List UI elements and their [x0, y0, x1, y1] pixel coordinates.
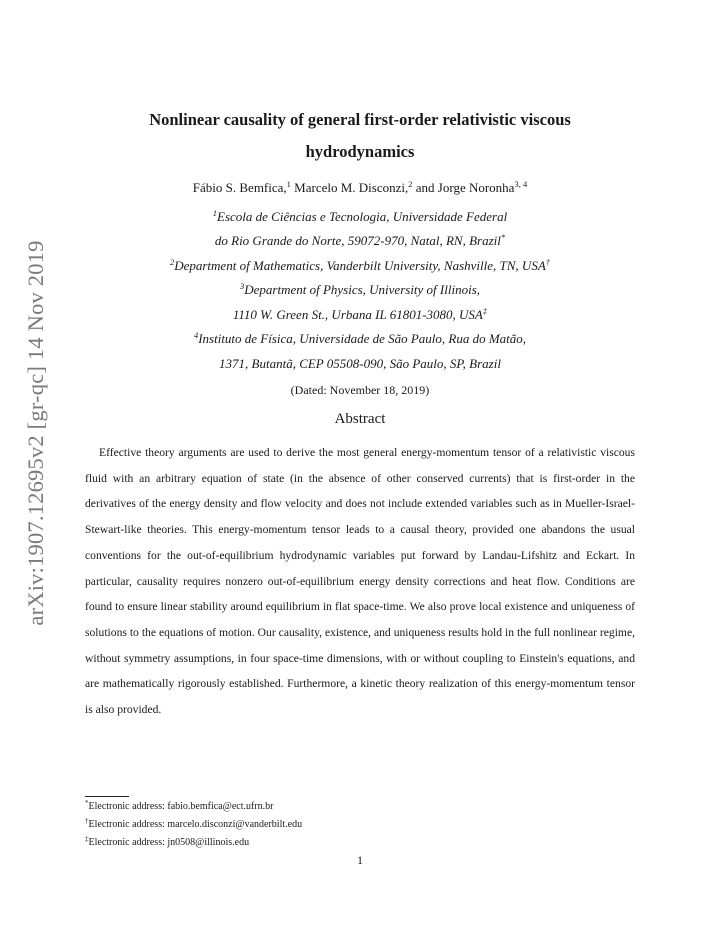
author-name: and Jorge Noronha [415, 180, 515, 195]
author-list [90, 180, 630, 196]
affiliation-line: $^4$Instituto de Física, Universidade de São Paulo, Rua do Matão, [193, 330, 527, 346]
affiliation-line: 1371, Butantã, CEP 05508-090, São Paulo, SP, Brazil [219, 356, 501, 371]
page-number: 1 [357, 853, 363, 867]
affiliation-line: $^1$Escola de Ciências e Tecnologia, Universidade Federal [212, 208, 508, 224]
author-affiliation-mark: 2 [408, 179, 413, 189]
footnote-rule [85, 796, 129, 797]
author-affiliation-mark: 1 [286, 179, 291, 189]
author-affiliation-mark: 3, 4 [514, 179, 528, 189]
abstract-heading: Abstract [334, 411, 386, 427]
date-line: (Dated: November 18, 2019) [290, 383, 430, 397]
affiliation-line: do Rio Grande do Norte, 59072-970, Natal, RN, Brazil* [214, 232, 506, 248]
author-name: Fábio S. Bemfica, [192, 180, 287, 195]
paper-title: Nonlinear causality of general first-order relativistic viscous hydrodynamics [149, 110, 571, 161]
arxiv-identifier: arXiv:1907.12695v2 [gr-qc] 14 Nov 2019 [23, 240, 48, 626]
affiliation-line: $^3$Department of Physics, University of Illinois, [239, 281, 481, 297]
footnote: †Electronic address: marcelo.disconzi@vanderbilt.edu [85, 817, 303, 830]
affiliation-line: 1110 W. Green St., Urbana IL 61801-3080, USA‡ [232, 306, 488, 322]
abstract-text: Effective theory arguments are used to derive the most general energy-momentum tensor of a relativistic viscous fluid with an arbitrary equation of state (in the absence of other conserved currents) that is first-order in the derivatives of the energy density and flow velocity and does not include extended variables such as in Mueller-Israel-Stewart-like theories. This energy-momentum tensor leads to a causal theory, provided one abandons the usual conventions for the out-of-equilibrium hydrodynamic variables put forward by Landau-Lifshitz and Eckart. In particular, causality requires nonzero out-of-equilibrium energy density corrections and heat flow. Conditions are found to ensure linear stability around equilibrium in flat space-time. We also prove local existence and uniqueness of solutions to the equations of motion. Our causality, existence, and uniqueness results hold in the full nonlinear regime, without symmetry assumptions, in four space-time dimensions, with or without coupling to Einstein's equations, and are mathematically rigorously established. Furthermore, a kinetic theory realization of this energy-momentum tensor is also provided. [85, 446, 635, 717]
author-name: Marcelo M. Disconzi, [294, 180, 409, 195]
footnote: ‡Electronic address: jn0508@illinois.edu [85, 835, 250, 848]
affiliation-line: $^2$Department of Mathematics, Vanderbilt University, Nashville, TN, USA† [169, 257, 551, 273]
footnote: *Electronic address: fabio.bemfica@ect.ufrn.br [85, 799, 274, 812]
